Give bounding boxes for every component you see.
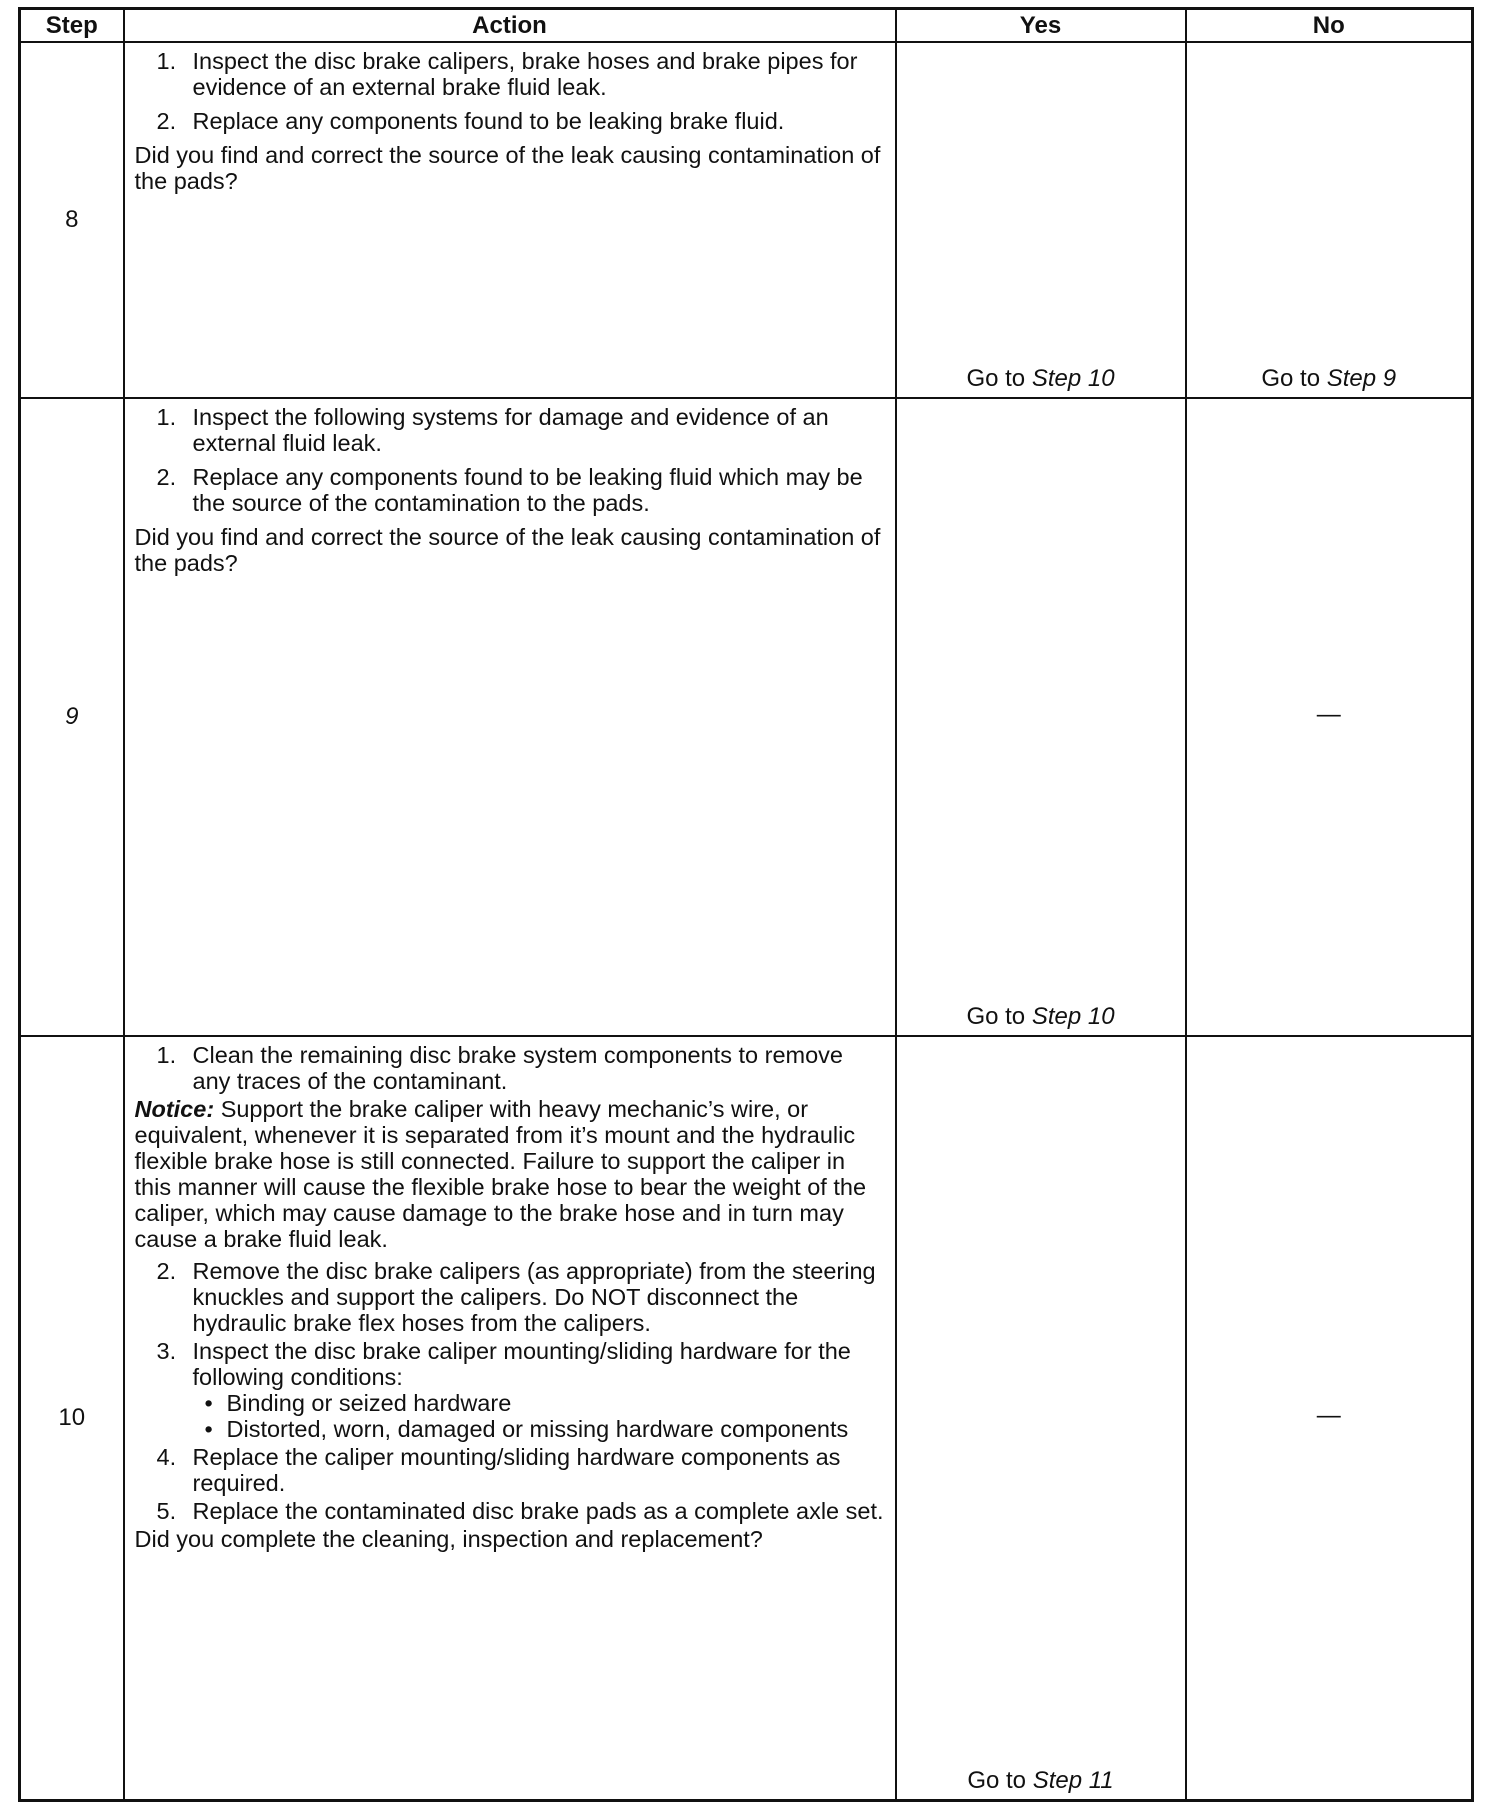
header-action: Action xyxy=(124,9,896,43)
condition-list xyxy=(193,1390,885,1442)
yes-goto[interactable]: Go to Step 10 xyxy=(966,365,1115,392)
action-question: Did you complete the cleaning, inspection and replacement? xyxy=(134,1526,763,1552)
table-row-step-10 xyxy=(20,1036,1473,1800)
header-row xyxy=(20,9,1473,43)
step-number: 9 xyxy=(20,398,124,1036)
no-cell xyxy=(1186,398,1473,1036)
action-step: 2. Replace any components found to be leaking brake fluid. xyxy=(156,108,785,134)
action-question: Did you find and correct the source of the leak causing contamination of the pads? xyxy=(134,142,881,194)
diagnostic-sheet xyxy=(18,7,1471,1802)
action-steps xyxy=(135,1042,885,1094)
yes-cell xyxy=(896,42,1186,398)
list-item: • Binding or seized hardware xyxy=(204,1390,512,1416)
list-item: • Distorted, worn, damaged or missing hardware components xyxy=(204,1416,849,1442)
no-goto[interactable]: Go to Step 9 xyxy=(1261,365,1397,392)
yes-cell xyxy=(896,1036,1186,1800)
yes-goto[interactable]: Go to Step 11 xyxy=(967,1766,1114,1794)
table-row-step-8 xyxy=(20,42,1473,398)
action-step: 1. Inspect the following systems for damage and evidence of an external fluid leak. xyxy=(156,404,829,456)
diagnostic-table xyxy=(18,7,1474,1802)
step-number: 8 xyxy=(20,42,124,398)
action-steps xyxy=(135,404,885,524)
notice-label: Notice: xyxy=(134,1096,215,1122)
action-step: 3. Inspect the disc brake caliper mounting/sliding hardware for the following conditions: • Binding or seized hardware • Distorted, worn, damaged or missing hardware components xyxy=(135,1338,885,1442)
header-yes: Yes xyxy=(896,9,1186,43)
no-dash: — xyxy=(1316,1401,1341,1429)
yes-cell xyxy=(896,398,1186,1036)
action-step: 2. Remove the disc brake calipers (as appropriate) from the steering knuckles and support the calipers. Do NOT disconnect the hydraulic brake flex hoses from the calipers. xyxy=(156,1258,876,1336)
action-steps xyxy=(135,48,885,142)
no-dash: — xyxy=(1316,701,1341,728)
header-no: No xyxy=(1186,9,1473,43)
action-body xyxy=(135,1042,885,1526)
no-cell xyxy=(1186,42,1473,398)
header-step: Step xyxy=(20,9,124,43)
action-steps xyxy=(135,1258,885,1524)
action-cell xyxy=(124,1036,896,1800)
notice-text: Notice: Support the brake caliper with heavy mechanic’s wire, or equivalent, whenever it is separated from it’s mount and the hydraulic flexible brake hose is still connected. Failure to support the caliper in this manner will cause the flexible brake hose to bear the weight of the caliper, which may cause damage to the brake hose and in turn may cause a brake fluid leak. xyxy=(134,1096,867,1252)
action-step: 4. Replace the caliper mounting/sliding hardware components as required. xyxy=(156,1444,841,1496)
action-question: Did you find and correct the source of the leak causing contamination of the pads? xyxy=(134,524,881,576)
action-cell xyxy=(124,42,896,398)
action-step: 1. Inspect the disc brake calipers, brake hoses and brake pipes for evidence of an external brake fluid leak. xyxy=(156,48,858,100)
table-row-step-9 xyxy=(20,398,1473,1036)
action-step: 2. Replace any components found to be leaking fluid which may be the source of the contamination to the pads. xyxy=(156,464,863,516)
action-step: 5. Replace the contaminated disc brake pads as a complete axle set. xyxy=(156,1498,884,1524)
yes-goto[interactable]: Go to Step 10 xyxy=(966,1003,1115,1030)
action-cell xyxy=(124,398,896,1036)
action-step: 1. Clean the remaining disc brake system components to remove any traces of the contaminant. xyxy=(156,1042,843,1094)
no-cell xyxy=(1186,1036,1473,1800)
step-number: 10 xyxy=(20,1036,124,1800)
